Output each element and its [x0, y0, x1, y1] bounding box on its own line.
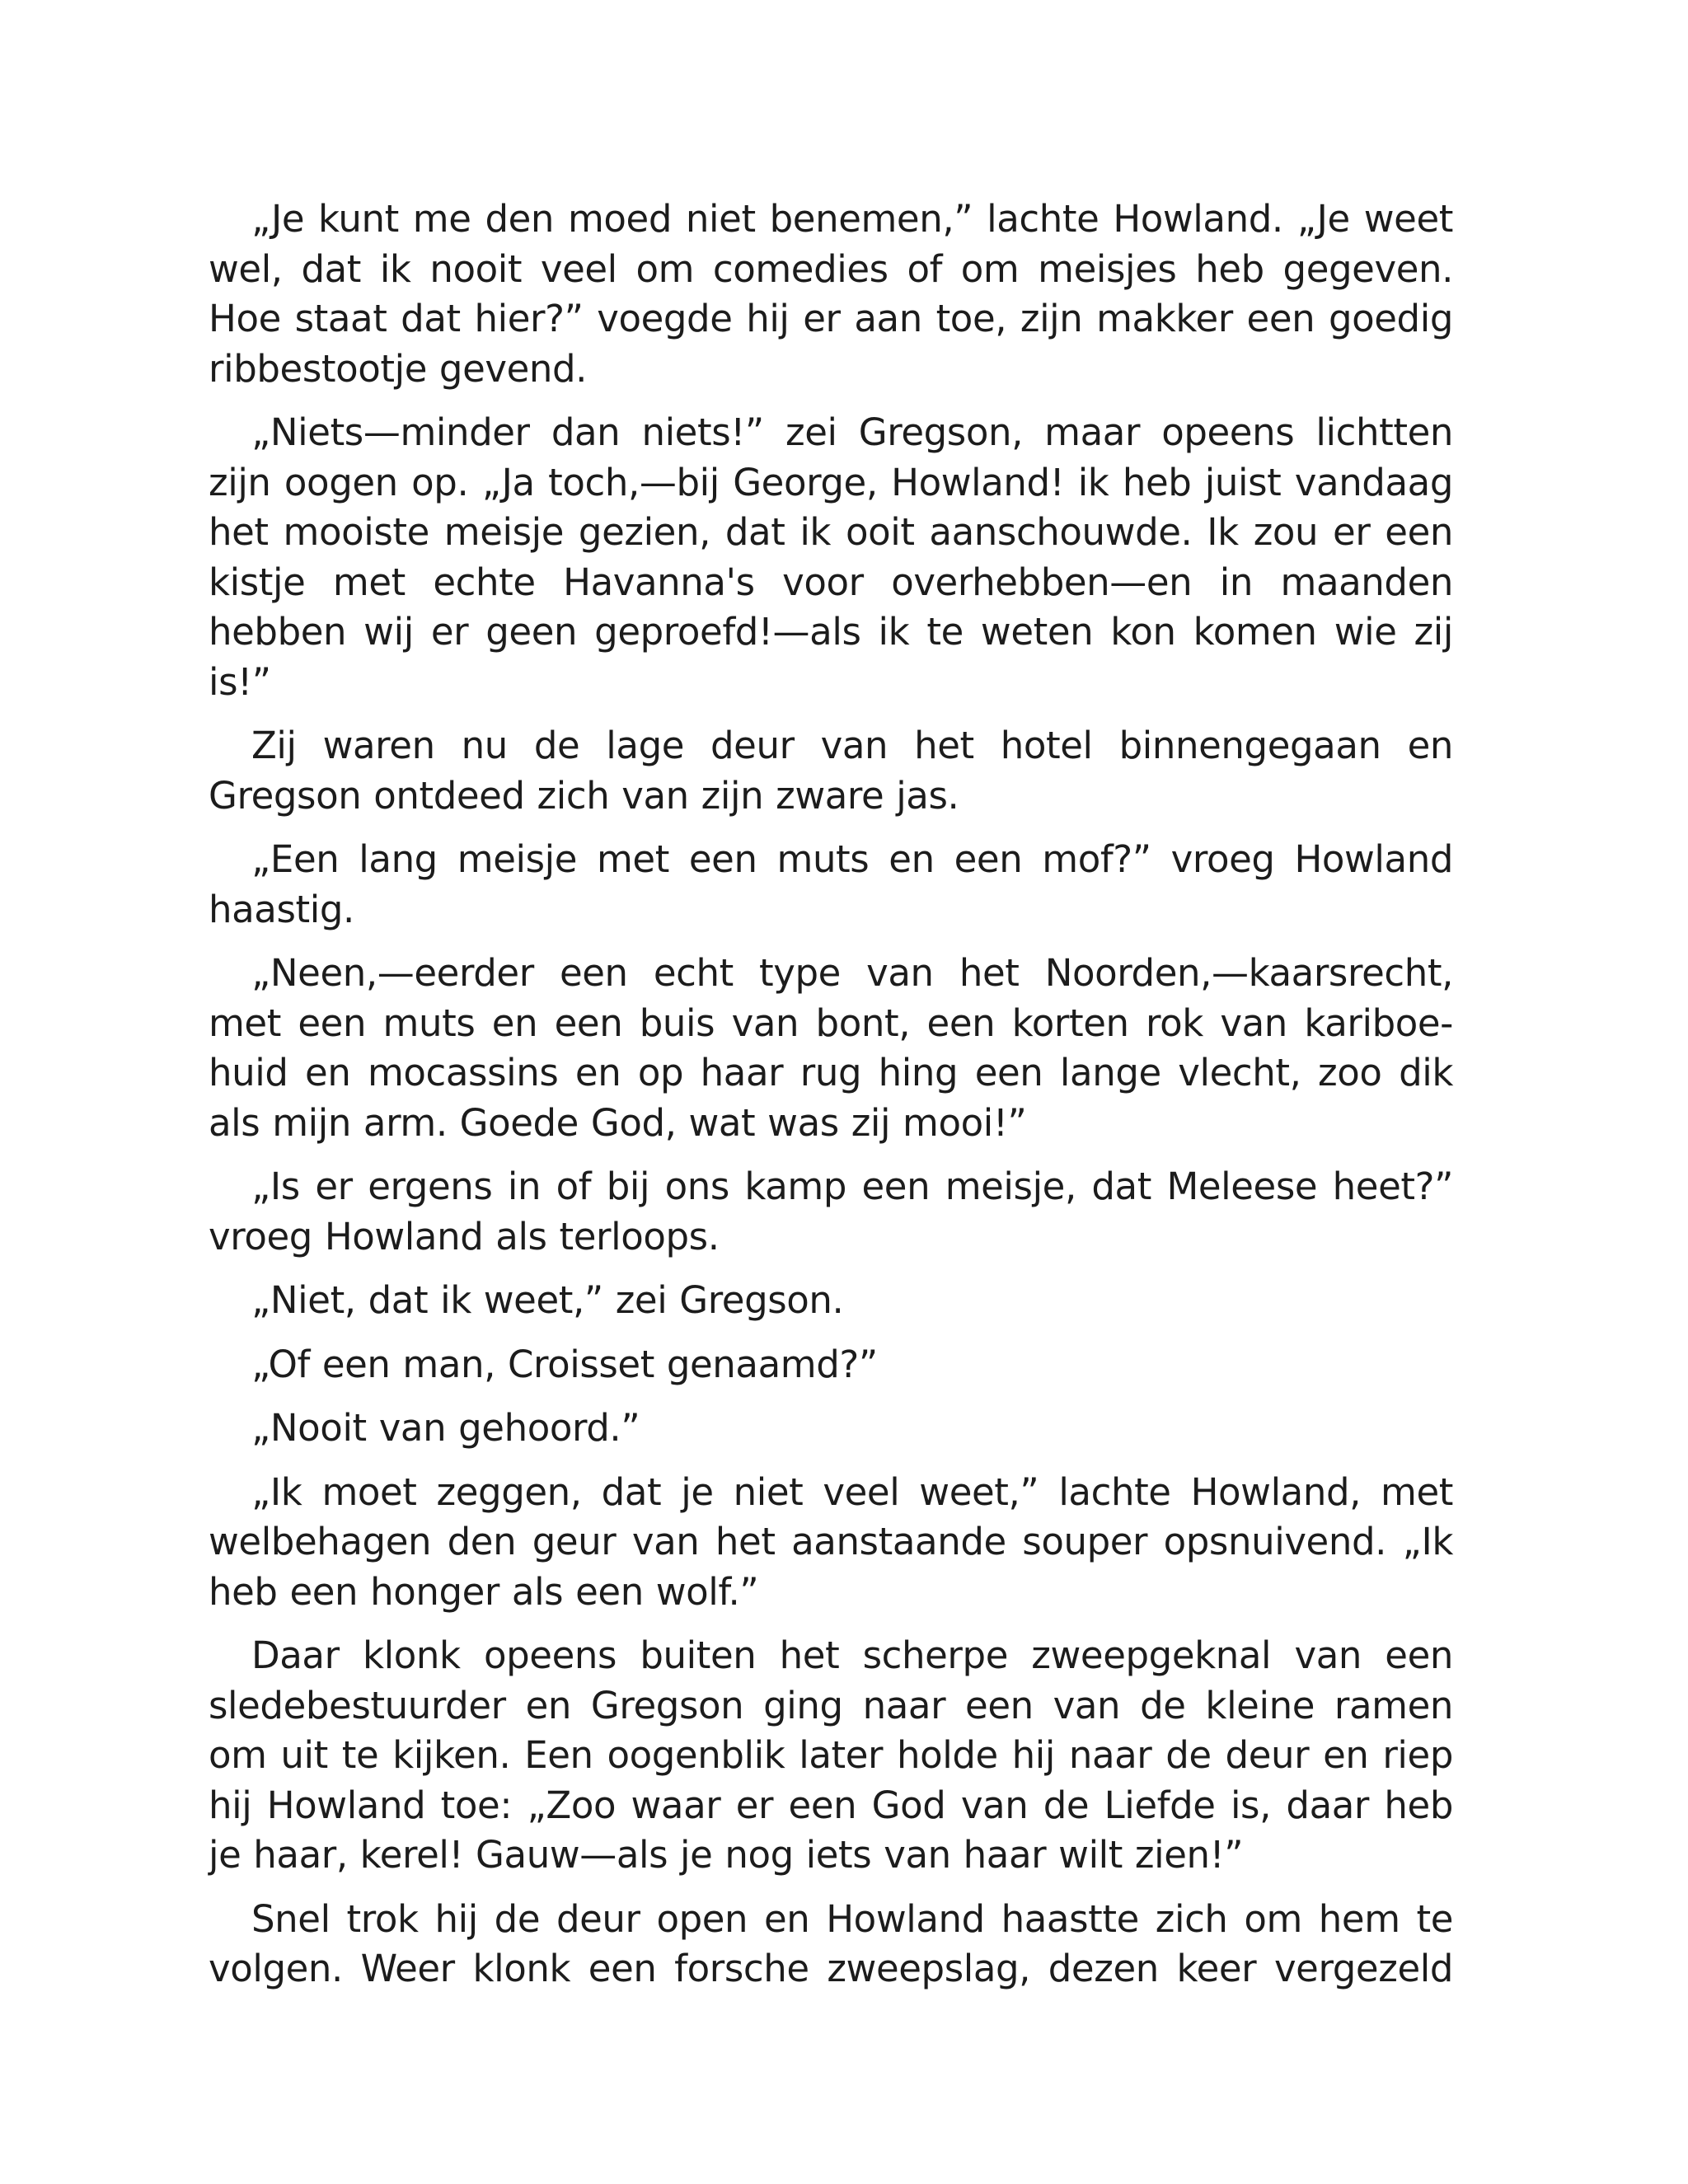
paragraph-3: Zij waren nu de lage deur van het hotel binnengegaan en Gregson ontdeed zich van zijn zware jas. — [209, 724, 1453, 818]
paragraph-12: Snel trok hij de deur open en Howland haastte zich om hem te volgen. Weer klonk een forsche zweepslag, dezen keer vergezeld — [209, 1896, 1453, 1990]
paragraph-6: „Is er ergens in of bij ons kamp een meisje, dat Meleese heet?” vroeg Howland als terloops. — [209, 1165, 1453, 1258]
paragraph-11: Daar klonk opeens buiten het scherpe zweepgeknal van een sledebestuurder en Gregson ging naar een van de kleine ramen om uit te kijken. Een oogenblik later holde hij naar de deur en riep hij Howland toe: „Zoo waar er een God van de Liefde is, daar heb je haar, kerel! Gauw—als je nog iets van haar wilt zien!” — [209, 1633, 1453, 1877]
paragraph-1: „Je kunt me den moed niet benemen,” lachte Howland. „Je weet wel, dat ik nooit veel om comedies of om meisjes heb gegeven. Hoe staat dat hier?” voegde hij er aan toe, zijn makker een goedig ribbestootje gevend. — [209, 197, 1453, 391]
paragraph-10: „Ik moet zeggen, dat je niet veel weet,” lachte Howland, met welbehagen den geur van het aanstaande souper opsnuivend. „Ik heb een honger als een wolf.” — [209, 1469, 1453, 1614]
paragraph-2: „Niets—minder dan niets!” zei Gregson, maar opeens lichtten zijn oogen op. „Ja toch,—bij George, Howland! ik heb juist vandaag het mooiste meisje gezien, dat ik ooit aanschouwde. Ik zou er een kistje met echte Havanna's voor overhebben—en in maanden hebben wij er geen geproefd!—als ik te weten kon komen wie zij is!” — [209, 410, 1453, 704]
paragraph-9: „Nooit van gehoord.” — [251, 1406, 640, 1450]
paragraph-8: „Of een man, Croisset genaamd?” — [251, 1342, 878, 1386]
paragraph-7: „Niet, dat ik weet,” zei Gregson. — [251, 1278, 844, 1322]
paragraph-4: „Een lang meisje met een muts en een mof?” vroeg Howland haastig. — [209, 837, 1453, 931]
book-page — [209, 194, 1453, 2008]
paragraph-5: „Neen,—eerder een echt type van het Noorden,—kaarsrecht, met een muts en een buis van bont, een korten rok van kariboe-huid en mocassins en op haar rug hing een lange vlecht, zoo dik als mijn arm. Goede God, wat was zij mooi!” — [209, 951, 1453, 1145]
